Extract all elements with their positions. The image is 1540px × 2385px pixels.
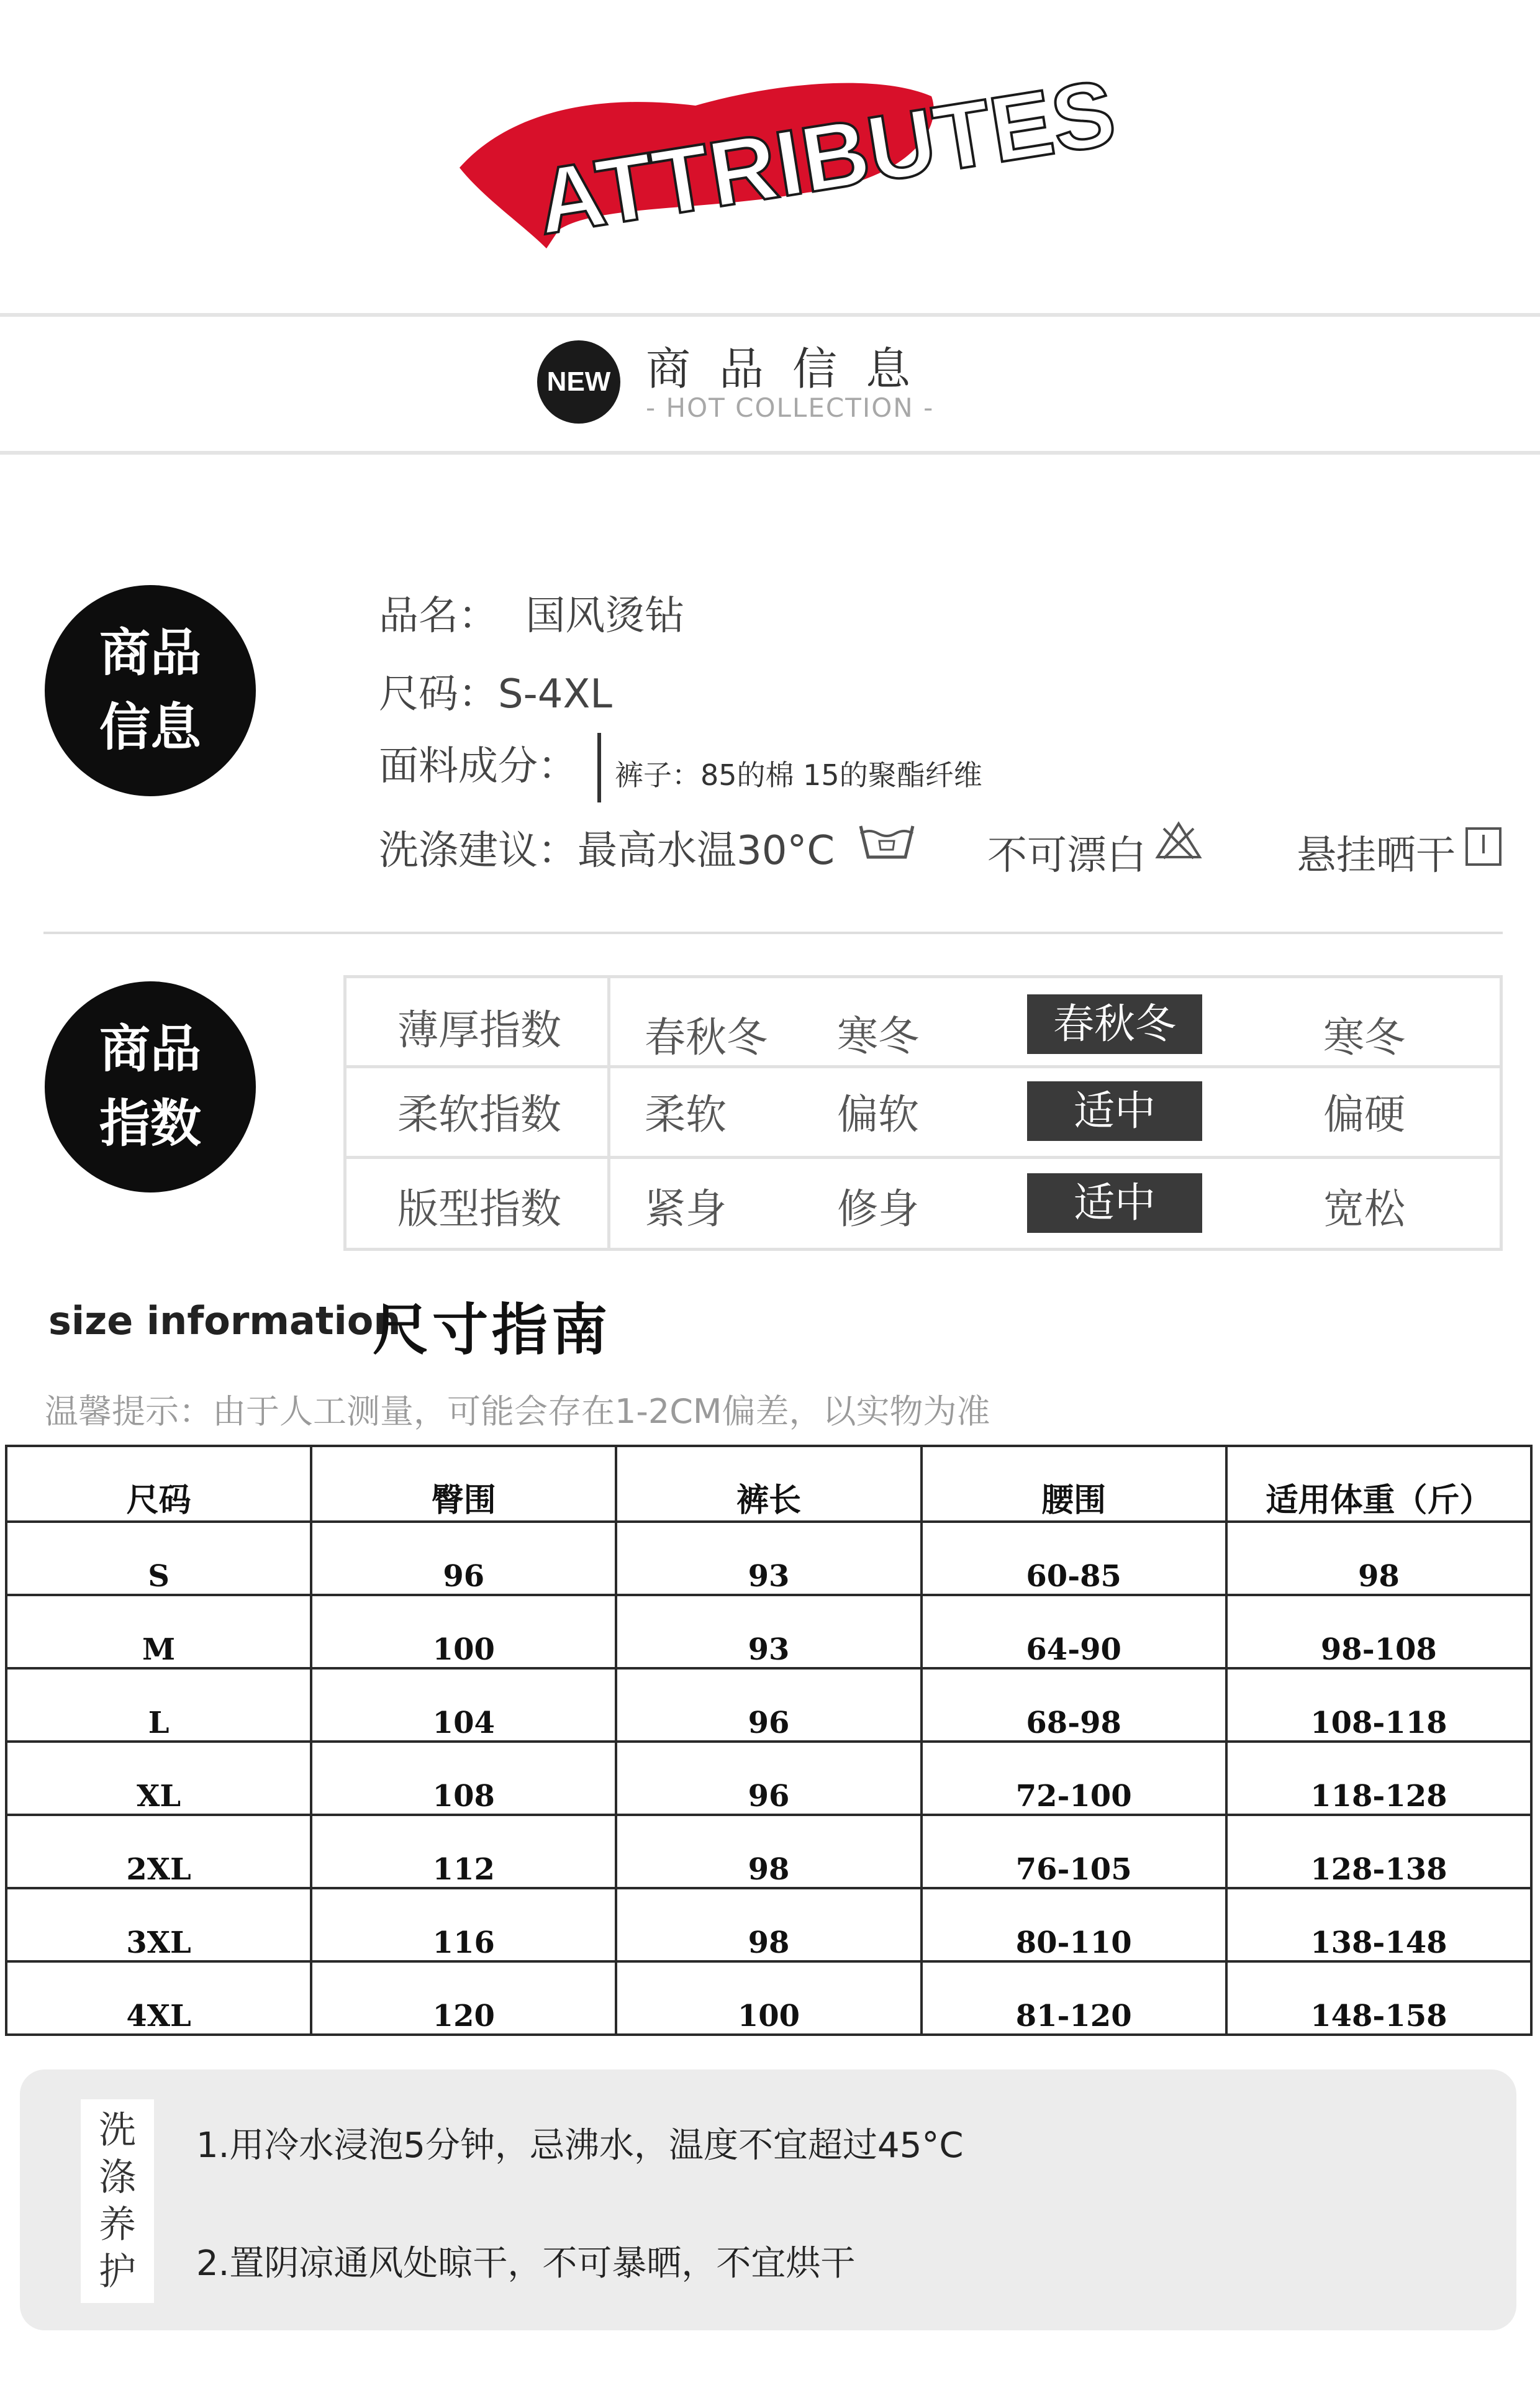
circle-text-line2: 信息 — [99, 698, 201, 757]
grid-hline — [346, 1065, 1500, 1068]
index-option: 偏软 — [837, 1091, 919, 1138]
table-cell: XL — [6, 1742, 311, 1815]
table-cell: 93 — [616, 1595, 921, 1668]
care-label-char: 洗 — [99, 2109, 136, 2152]
index-grid — [343, 975, 1503, 1251]
table-row — [6, 1742, 1531, 1815]
index-row-label: 薄厚指数 — [397, 1006, 561, 1054]
size-tip: 温馨提示：由于人工测量，可能会存在1-2CM偏差，以实物为准 — [45, 1392, 990, 1431]
table-cell: 72-100 — [922, 1742, 1226, 1815]
table-cell: 104 — [311, 1668, 616, 1742]
table-cell: 108 — [311, 1742, 616, 1815]
table-cell: 60-85 — [922, 1522, 1226, 1595]
table-cell: 98 — [1226, 1522, 1531, 1595]
table-cell: 120 — [311, 1961, 616, 2035]
table-cell: 100 — [311, 1595, 616, 1668]
table-header: 适用体重（斤） — [1226, 1446, 1531, 1522]
table-cell: 80-110 — [922, 1888, 1226, 1961]
index-option: 偏硬 — [1323, 1091, 1405, 1138]
no-bleach-icon — [1154, 820, 1203, 861]
table-cell: 81-120 — [922, 1961, 1226, 2035]
table-cell: 93 — [616, 1522, 921, 1595]
index-option: 柔软 — [645, 1091, 727, 1138]
size-range-row — [379, 662, 612, 719]
index-row-label: 版型指数 — [397, 1185, 561, 1233]
table-row — [6, 1595, 1531, 1668]
wash-advice-label: 洗涤建议： — [379, 828, 578, 874]
table-cell: 2XL — [6, 1815, 311, 1888]
index-option: 修身 — [837, 1185, 919, 1233]
table-cell: M — [6, 1595, 311, 1668]
washing-tub-icon — [857, 820, 917, 863]
circle-text-line2: 指数 — [99, 1094, 201, 1153]
grid-vline — [607, 978, 610, 1248]
new-badge: NEW — [537, 340, 620, 424]
table-cell: 116 — [311, 1888, 616, 1961]
index-option: 寒冬 — [1323, 1014, 1405, 1061]
section-divider — [43, 932, 1503, 934]
index-option-selected: 适中 — [1027, 1173, 1202, 1233]
circle-text-line1: 商品 — [99, 624, 201, 683]
header-subtitle: - HOT COLLECTION - — [646, 393, 935, 423]
size-title-en: size information — [48, 1298, 401, 1343]
care-label-char: 涤 — [99, 2156, 136, 2199]
table-cell: 64-90 — [922, 1595, 1226, 1668]
index-option: 春秋冬 — [645, 1014, 768, 1061]
wash-temp-text: 最高水温30°C — [578, 828, 835, 874]
table-cell: 4XL — [6, 1961, 311, 2035]
table-row — [6, 1888, 1531, 1961]
table-cell: L — [6, 1668, 311, 1742]
index-row-label: 柔软指数 — [397, 1091, 561, 1138]
table-cell: 68-98 — [922, 1668, 1226, 1742]
table-cell: 98 — [616, 1888, 921, 1961]
size-title-cn: 尺寸指南 — [373, 1297, 611, 1363]
index-option: 寒冬 — [837, 1012, 919, 1060]
table-cell: 138-148 — [1226, 1888, 1531, 1961]
table-cell: 118-128 — [1226, 1742, 1531, 1815]
product-name-row — [379, 584, 684, 641]
care-label-char: 护 — [99, 2250, 136, 2294]
index-option: 紧身 — [645, 1185, 727, 1233]
fabric-value: 裤子：85的棉 15的聚酯纤维 — [615, 758, 982, 792]
fabric-divider — [597, 733, 601, 802]
hang-dry-text: 悬挂晒干 — [1297, 833, 1456, 879]
table-header: 尺码 — [6, 1446, 311, 1522]
wash-care-box — [20, 2069, 1516, 2330]
table-cell: 76-105 — [922, 1815, 1226, 1888]
table-cell: 96 — [616, 1742, 921, 1815]
header-top-line — [0, 313, 1540, 317]
table-cell: 108-118 — [1226, 1668, 1531, 1742]
table-cell: 148-158 — [1226, 1961, 1531, 2035]
table-cell: 98 — [616, 1815, 921, 1888]
product-name-value: 国风烫钻 — [525, 593, 685, 639]
table-row — [6, 1815, 1531, 1888]
header-bottom-line — [0, 451, 1540, 455]
size-range-value: S-4XL — [498, 671, 612, 717]
product-info-circle — [45, 585, 256, 796]
index-option-selected: 春秋冬 — [1027, 994, 1202, 1054]
table-header-row — [6, 1446, 1531, 1522]
index-option: 宽松 — [1323, 1185, 1405, 1233]
circle-text-line1: 商品 — [99, 1020, 201, 1079]
size-table — [5, 1445, 1533, 2036]
care-instruction-1: 1.用冷水浸泡5分钟，忌沸水，温度不宜超过45°C — [196, 2125, 964, 2166]
table-header: 裤长 — [616, 1446, 921, 1522]
table-cell: 96 — [311, 1522, 616, 1595]
table-row — [6, 1961, 1531, 2035]
care-label-char: 养 — [99, 2203, 136, 2246]
banner-text: ATTRIBUTES — [530, 60, 1122, 254]
table-cell: 100 — [616, 1961, 921, 2035]
fabric-label: 面料成分： — [379, 743, 578, 789]
header-title: 商品信息 — [646, 343, 940, 395]
product-name-label: 品名： — [379, 593, 498, 639]
size-range-label: 尺码： — [379, 671, 498, 717]
hang-dry-icon — [1464, 826, 1503, 867]
table-row — [6, 1522, 1531, 1595]
no-bleach-text: 不可漂白 — [987, 833, 1146, 879]
table-header: 腰围 — [922, 1446, 1226, 1522]
index-option-selected: 适中 — [1027, 1081, 1202, 1141]
grid-hline — [346, 1156, 1500, 1159]
wash-advice-row — [379, 819, 835, 876]
table-row — [6, 1668, 1531, 1742]
care-instruction-2: 2.置阴凉通风处晾干，不可暴晒，不宜烘干 — [196, 2243, 856, 2284]
table-cell: 98-108 — [1226, 1595, 1531, 1668]
table-cell: 112 — [311, 1815, 616, 1888]
attributes-banner — [435, 37, 1122, 261]
table-cell: S — [6, 1522, 311, 1595]
table-cell: 3XL — [6, 1888, 311, 1961]
table-cell: 96 — [616, 1668, 921, 1742]
product-index-circle — [45, 981, 256, 1192]
wash-care-label — [81, 2099, 154, 2303]
fabric-row — [379, 734, 578, 791]
table-header: 臀围 — [311, 1446, 616, 1522]
table-cell: 128-138 — [1226, 1815, 1531, 1888]
